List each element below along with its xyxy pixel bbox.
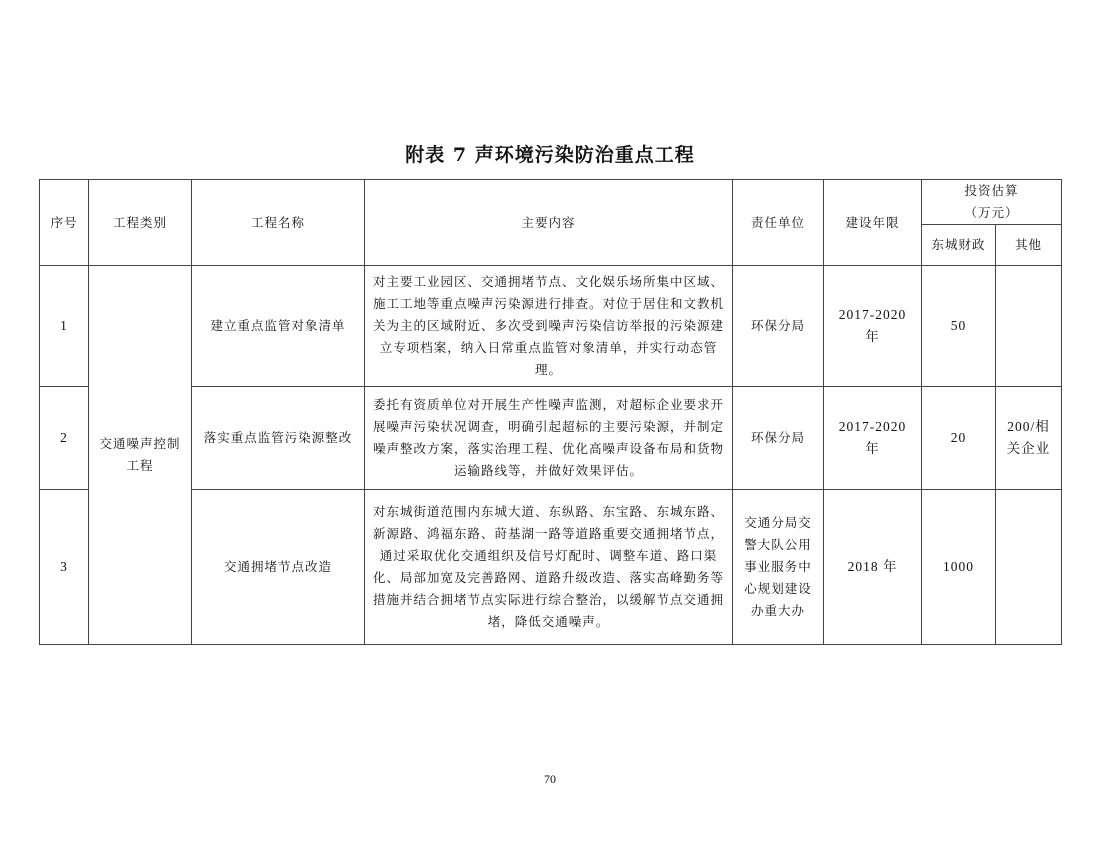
row-content: 对主要工业园区、交通拥堵节点、文化娱乐场所集中区域、施工工地等重点噪声污染源进行排查。对位于居住和文教机关为主的区域附近、多次受到噪声污染信访举报的污染源建立专项档案，纳入日常重点监管对象清单，并实行动态管理。 xyxy=(365,266,733,387)
document-title: 附表 7 声环境污染防治重点工程 xyxy=(405,144,695,166)
row-dongcheng: 1000 xyxy=(922,490,996,645)
table-row xyxy=(40,266,1062,387)
header-other: 其他 xyxy=(996,225,1062,266)
key-projects-table xyxy=(39,179,1062,645)
table-row xyxy=(40,387,1062,490)
row-content: 对东城街道范围内东城大道、东纵路、东宝路、东城东路、新源路、鸿福东路、莳基湖一路等道路重要交通拥堵节点，通过采取优化交通组织及信号灯配时、调整车道、路口渠化、局部加宽及完善路网、道路升级改造、落实高峰勤务等措施并结合拥堵节点实际进行综合整治，以缓解节点交通拥堵，降低交通噪声。 xyxy=(365,490,733,645)
row-seq: 3 xyxy=(40,490,89,645)
header-category: 工程类别 xyxy=(89,180,192,266)
row-dongcheng: 50 xyxy=(922,266,996,387)
page-number: 70 xyxy=(544,772,556,786)
header-content: 主要内容 xyxy=(365,180,733,266)
row-dongcheng: 20 xyxy=(922,387,996,490)
row-other xyxy=(996,490,1062,645)
row-name: 交通拥堵节点改造 xyxy=(192,490,365,645)
row-unit: 环保分局 xyxy=(733,266,824,387)
header-unit: 责任单位 xyxy=(733,180,824,266)
category-cell: 交通噪声控制工程 xyxy=(89,266,192,645)
row-seq: 1 xyxy=(40,266,89,387)
header-investment-label: 投资估算 xyxy=(964,183,1019,198)
row-other: 200/相关企业 xyxy=(996,387,1062,490)
header-seq: 序号 xyxy=(40,180,89,266)
row-content: 委托有资质单位对开展生产性噪声监测，对超标企业要求开展噪声污染状况调查，明确引起超标的主要污染源，并制定噪声整改方案，落实治理工程、优化高噪声设备布局和货物运输路线等，并做好效果评估。 xyxy=(365,387,733,490)
header-investment-unit: （万元） xyxy=(964,205,1019,220)
row-period: 2017-2020 年 xyxy=(824,387,922,490)
row-period: 2018 年 xyxy=(824,490,922,645)
row-unit: 交通分局交警大队公用事业服务中心规划建设办重大办 xyxy=(733,490,824,645)
header-dongcheng: 东城财政 xyxy=(922,225,996,266)
row-period: 2017-2020 年 xyxy=(824,266,922,387)
header-name: 工程名称 xyxy=(192,180,365,266)
row-name: 落实重点监管污染源整改 xyxy=(192,387,365,490)
header-investment xyxy=(922,180,1062,225)
row-seq: 2 xyxy=(40,387,89,490)
table-row xyxy=(40,490,1062,645)
row-name: 建立重点监管对象清单 xyxy=(192,266,365,387)
header-period: 建设年限 xyxy=(824,180,922,266)
row-other xyxy=(996,266,1062,387)
row-unit: 环保分局 xyxy=(733,387,824,490)
